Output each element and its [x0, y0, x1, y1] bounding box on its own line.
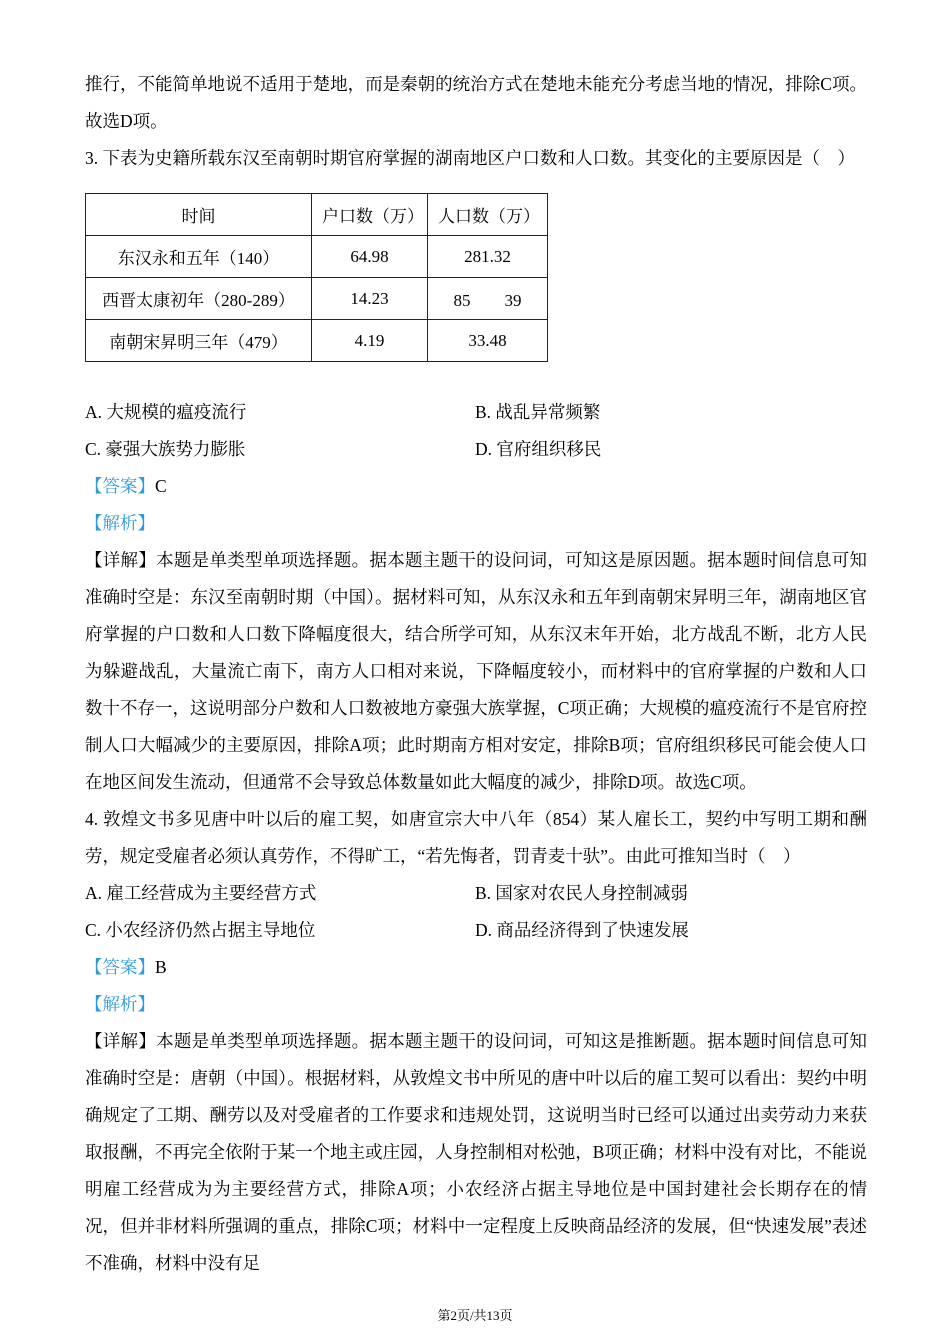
- q4-answer-value: B: [155, 957, 167, 977]
- q4-option-d: D. 商品经济得到了快速发展: [475, 920, 689, 940]
- page-content: [85, 66, 867, 1282]
- table-row: [86, 236, 548, 278]
- q3-options: [85, 394, 867, 468]
- q3-analysis-label: 【解析】: [85, 513, 155, 533]
- table-header-population: 人口数（万）: [428, 194, 548, 236]
- q4-option-a: A. 雇工经营成为主要经营方式: [85, 883, 317, 903]
- q3-option-b: B. 战乱异常频繁: [475, 402, 601, 422]
- q4-options: [85, 875, 867, 949]
- continuation-paragraph: 推行，不能简单地说不适用于楚地，而是秦朝的统治方式在楚地未能充分考虑当地的情况，排除C项。故选D项。: [85, 74, 867, 131]
- question3-stem: 3. 下表为史籍所载东汉至南朝时期官府掌握的湖南地区户口数和人口数。其变化的主要原因是（ ）: [85, 148, 855, 168]
- page-number-footer: 第2页/共13页: [437, 1308, 513, 1323]
- q3-detail-paragraph: 【详解】本题是单类型单项选择题。据本题主题干的设问词，可知这是原因题。据本题时间信息可知准确时空是：东汉至南朝时期（中国）。据材料可知，从东汉永和五年到南朝宋昇明三年，湖南地区官府掌握的户口数和人口数下降幅度很大，结合所学可知，从东汉末年开始，北方战乱不断，北方人民为躲避战乱，大量流亡南下，南方人口相对来说，下降幅度较小，而材料中的官府掌握的户数和人口数十不存一，这说明部分户数和人口数被地方豪强大族掌握，C项正确；大规模的瘟疫流行不是官府控制人口大幅减少的主要原因，排除A项；此时期南方相对安定，排除B项；官府组织移民可能会使人口在地区间发生流动，但通常不会导致总体数量如此大幅度的减少，排除D项。故选C项。: [85, 550, 867, 792]
- table-header-households: 户口数（万）: [312, 194, 428, 236]
- table-row: [86, 320, 548, 362]
- answer-label: 【答案】: [85, 957, 155, 977]
- table-header-time: 时间: [86, 194, 312, 236]
- q4-option-b: B. 国家对农民人身控制减弱: [475, 883, 688, 903]
- q3-population-table: [85, 193, 548, 362]
- q3-option-c: C. 豪强大族势力膨胀: [85, 439, 246, 459]
- table-cell-period: 东汉永和五年（140）: [86, 236, 312, 278]
- table-cell-period: 西晋太康初年（280-289）: [86, 278, 312, 320]
- q4-option-c: C. 小农经济仍然占据主导地位: [85, 920, 316, 940]
- table-row: [86, 278, 548, 320]
- q3-answer-line: [85, 468, 867, 505]
- table-cell-households: 4.19: [312, 320, 428, 362]
- table-cell-population: 281.32: [428, 236, 548, 278]
- table-cell-population: 33.48: [428, 320, 548, 362]
- table-header-row: [86, 194, 548, 236]
- table-cell-population: 85 39: [428, 278, 548, 320]
- answer-label: 【答案】: [85, 476, 155, 496]
- q4-answer-line: [85, 949, 867, 986]
- q4-detail-paragraph: 【详解】本题是单类型单项选择题。据本题主题干的设问词，可知这是推断题。据本题时间信息可知准确时空是：唐朝（中国）。根据材料，从敦煌文书中所见的唐中叶以后的雇工契可以看出：契约中明确规定了工期、酬劳以及对受雇者的工作要求和违规处罚，这说明当时已经可以通过出卖劳动力来获取报酬，不再完全依附于某一个地主或庄园，人身控制相对松弛，B项正确；材料中没有对比，不能说明雇工经营成为为主要经营方式，排除A项；小农经济占据主导地位是中国封建社会长期存在的情况，但并非材料所强调的重点，排除C项；材料中一定程度上反映商品经济的发展，但“快速发展”表述不准确，材料中没有足: [85, 1031, 867, 1273]
- table-cell-households: 14.23: [312, 278, 428, 320]
- q3-option-d: D. 官府组织移民: [475, 439, 602, 459]
- q3-option-a: A. 大规模的瘟疫流行: [85, 402, 247, 422]
- table-cell-households: 64.98: [312, 236, 428, 278]
- q4-analysis-label: 【解析】: [85, 994, 155, 1014]
- question4-stem: 4. 敦煌文书多见唐中叶以后的雇工契，如唐宣宗大中八年（854）某人雇长工，契约中写明工期和酬劳，规定受雇者必须认真劳作，不得旷工，“若先悔者，罚青麦十驮”。由此可推知当时（ ）: [85, 809, 867, 866]
- q3-answer-value: C: [155, 476, 167, 496]
- table-cell-period: 南朝宋昇明三年（479）: [86, 320, 312, 362]
